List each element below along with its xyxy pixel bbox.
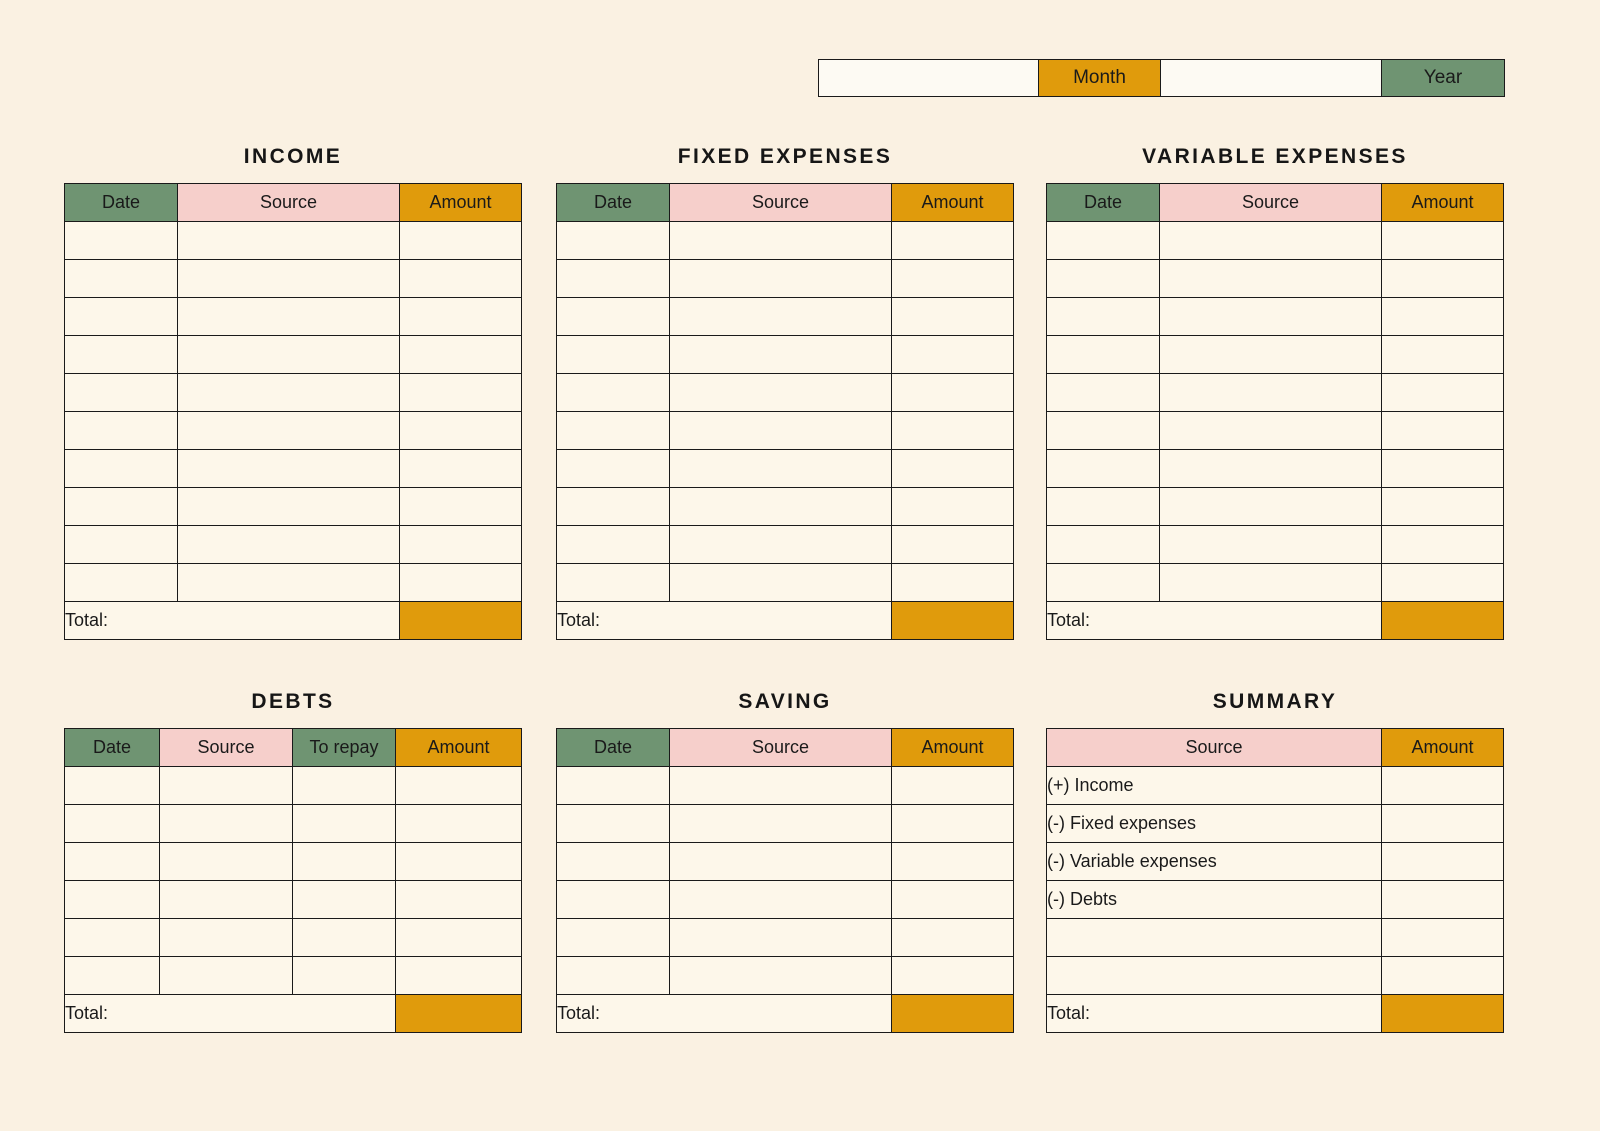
income-cell-date[interactable] — [65, 450, 178, 488]
table-row — [1047, 488, 1504, 526]
income-cell-amount[interactable] — [400, 260, 522, 298]
income-header-source: Source — [178, 184, 400, 222]
variable-cell-date[interactable] — [1047, 412, 1160, 450]
variable-total-value[interactable] — [1382, 602, 1504, 640]
saving-cell-date[interactable] — [557, 843, 670, 881]
income-cell-source[interactable] — [178, 222, 400, 260]
variable-cell-source[interactable] — [1160, 412, 1382, 450]
fixed-cell-date[interactable] — [557, 450, 670, 488]
table-header-row — [1047, 729, 1504, 767]
table-row — [557, 450, 1014, 488]
income-cell-source[interactable] — [178, 488, 400, 526]
table-row — [1047, 843, 1504, 881]
fixed-cell-date[interactable] — [557, 412, 670, 450]
total-row — [557, 995, 1014, 1033]
income-cell-source[interactable] — [178, 564, 400, 602]
variable-cell-amount[interactable] — [1382, 298, 1504, 336]
income-cell-amount[interactable] — [400, 222, 522, 260]
table-row — [557, 767, 1014, 805]
summary-title: SUMMARY — [1212, 690, 1338, 713]
variable-cell-date[interactable] — [1047, 336, 1160, 374]
variable-cell-date[interactable] — [1047, 450, 1160, 488]
month-value-field[interactable] — [819, 60, 1039, 96]
saving-cell-date[interactable] — [557, 767, 670, 805]
year-value-field[interactable] — [1161, 60, 1382, 96]
fixed-header-amount: Amount — [892, 184, 1014, 222]
table-row — [557, 298, 1014, 336]
saving-header-amount: Amount — [892, 729, 1014, 767]
saving-cell-amount[interactable] — [892, 767, 1014, 805]
debts-header-source: Source — [160, 729, 293, 767]
summary-item-label[interactable] — [1047, 919, 1382, 957]
variable-cell-date[interactable] — [1047, 564, 1160, 602]
income-cell-amount[interactable] — [400, 298, 522, 336]
saving-block — [556, 690, 1014, 1033]
table-row — [557, 222, 1014, 260]
table-row — [557, 919, 1014, 957]
debts-cell-amount[interactable] — [396, 881, 522, 919]
fixed-cell-source[interactable] — [670, 336, 892, 374]
table-row — [65, 881, 522, 919]
variable-header-date: Date — [1047, 184, 1160, 222]
table-row — [65, 805, 522, 843]
debts-cell-to-repay[interactable] — [293, 767, 396, 805]
table-row — [1047, 222, 1504, 260]
debts-cell-date[interactable] — [65, 957, 160, 995]
table-row — [557, 843, 1014, 881]
saving-cell-date[interactable] — [557, 881, 670, 919]
table-row — [557, 412, 1014, 450]
debts-header-amount: Amount — [396, 729, 522, 767]
fixed-header-source: Source — [670, 184, 892, 222]
fixed-cell-amount[interactable] — [892, 260, 1014, 298]
table-row — [65, 412, 522, 450]
table-header-row — [557, 184, 1014, 222]
fixed-cell-source[interactable] — [670, 564, 892, 602]
income-title: INCOME — [243, 145, 343, 168]
variable-cell-amount[interactable] — [1382, 526, 1504, 564]
table-row — [1047, 564, 1504, 602]
total-row — [65, 995, 522, 1033]
income-cell-source[interactable] — [178, 526, 400, 564]
saving-cell-date[interactable] — [557, 957, 670, 995]
table-row — [557, 336, 1014, 374]
fixed-cell-amount[interactable] — [892, 412, 1014, 450]
saving-cell-amount[interactable] — [892, 805, 1014, 843]
variable-expenses-title: VARIABLE EXPENSES — [1142, 145, 1408, 168]
fixed-cell-amount[interactable] — [892, 488, 1014, 526]
variable-cell-source[interactable] — [1160, 488, 1382, 526]
table-row — [65, 564, 522, 602]
debts-cell-amount[interactable] — [396, 919, 522, 957]
variable-cell-source[interactable] — [1160, 374, 1382, 412]
table-header-row — [1047, 184, 1504, 222]
variable-cell-source[interactable] — [1160, 450, 1382, 488]
fixed-cell-date[interactable] — [557, 488, 670, 526]
table-row — [65, 957, 522, 995]
saving-cell-source[interactable] — [670, 957, 892, 995]
table-row — [557, 805, 1014, 843]
income-cell-date[interactable] — [65, 412, 178, 450]
saving-table — [556, 728, 1014, 1033]
fixed-expenses-title: FIXED EXPENSES — [677, 145, 893, 168]
income-cell-source[interactable] — [178, 412, 400, 450]
debts-block — [64, 690, 522, 1033]
income-cell-date[interactable] — [65, 488, 178, 526]
table-row — [1047, 412, 1504, 450]
summary-item-amount[interactable] — [1382, 843, 1504, 881]
table-row — [557, 526, 1014, 564]
variable-cell-amount[interactable] — [1382, 222, 1504, 260]
debts-cell-to-repay[interactable] — [293, 919, 396, 957]
summary-item-label: (-) Variable expenses — [1047, 843, 1382, 881]
debts-cell-to-repay[interactable] — [293, 805, 396, 843]
income-cell-date[interactable] — [65, 526, 178, 564]
table-row — [557, 957, 1014, 995]
fixed-cell-date[interactable] — [557, 564, 670, 602]
income-cell-source[interactable] — [178, 450, 400, 488]
table-row — [65, 488, 522, 526]
table-row — [1047, 767, 1504, 805]
fixed-expenses-table — [556, 183, 1014, 640]
income-cell-amount[interactable] — [400, 564, 522, 602]
variable-cell-source[interactable] — [1160, 298, 1382, 336]
income-cell-amount[interactable] — [400, 412, 522, 450]
fixed-cell-source[interactable] — [670, 450, 892, 488]
income-total-value[interactable] — [400, 602, 522, 640]
table-header-row — [65, 184, 522, 222]
table-row — [1047, 260, 1504, 298]
month-year-header — [818, 59, 1505, 97]
fixed-cell-amount[interactable] — [892, 222, 1014, 260]
income-cell-amount[interactable] — [400, 336, 522, 374]
fixed-cell-source[interactable] — [670, 298, 892, 336]
variable-expenses-table — [1046, 183, 1504, 640]
income-cell-date[interactable] — [65, 260, 178, 298]
table-row — [557, 260, 1014, 298]
debts-table — [64, 728, 522, 1033]
variable-cell-amount[interactable] — [1382, 260, 1504, 298]
variable-cell-date[interactable] — [1047, 298, 1160, 336]
variable-cell-amount[interactable] — [1382, 450, 1504, 488]
debts-header-date: Date — [65, 729, 160, 767]
saving-cell-amount[interactable] — [892, 957, 1014, 995]
income-cell-source[interactable] — [178, 298, 400, 336]
table-row — [1047, 957, 1504, 995]
table-row — [1047, 881, 1504, 919]
income-cell-date[interactable] — [65, 222, 178, 260]
variable-expenses-block — [1046, 145, 1504, 640]
summary-item-amount[interactable] — [1382, 957, 1504, 995]
fixed-header-date: Date — [557, 184, 670, 222]
table-row — [1047, 919, 1504, 957]
summary-item-label: (-) Debts — [1047, 881, 1382, 919]
income-cell-date[interactable] — [65, 374, 178, 412]
income-cell-date[interactable] — [65, 336, 178, 374]
debts-cell-source[interactable] — [160, 919, 293, 957]
variable-cell-source[interactable] — [1160, 336, 1382, 374]
variable-cell-amount[interactable] — [1382, 564, 1504, 602]
debts-cell-to-repay[interactable] — [293, 843, 396, 881]
fixed-cell-date[interactable] — [557, 336, 670, 374]
fixed-cell-source[interactable] — [670, 260, 892, 298]
fixed-cell-date[interactable] — [557, 526, 670, 564]
fixed-cell-date[interactable] — [557, 298, 670, 336]
fixed-cell-amount[interactable] — [892, 526, 1014, 564]
total-row — [1047, 602, 1504, 640]
income-block — [64, 145, 522, 640]
table-row — [65, 843, 522, 881]
table-row — [65, 450, 522, 488]
table-header-row — [557, 729, 1014, 767]
saving-cell-source[interactable] — [670, 919, 892, 957]
income-cell-date[interactable] — [65, 298, 178, 336]
income-header-amount: Amount — [400, 184, 522, 222]
debts-cell-amount[interactable] — [396, 957, 522, 995]
debts-cell-amount[interactable] — [396, 805, 522, 843]
income-cell-amount[interactable] — [400, 374, 522, 412]
table-row — [1047, 374, 1504, 412]
saving-cell-source[interactable] — [670, 843, 892, 881]
variable-total-label: Total: — [1047, 602, 1382, 640]
saving-total-value[interactable] — [892, 995, 1014, 1033]
summary-item-amount[interactable] — [1382, 805, 1504, 843]
debts-cell-to-repay[interactable] — [293, 957, 396, 995]
saving-header-source: Source — [670, 729, 892, 767]
table-row — [557, 488, 1014, 526]
income-cell-source[interactable] — [178, 260, 400, 298]
summary-item-amount[interactable] — [1382, 881, 1504, 919]
summary-table — [1046, 728, 1504, 1033]
debts-cell-source[interactable] — [160, 843, 293, 881]
income-cell-date[interactable] — [65, 564, 178, 602]
debts-cell-amount[interactable] — [396, 767, 522, 805]
variable-header-source: Source — [1160, 184, 1382, 222]
fixed-total-label: Total: — [557, 602, 892, 640]
saving-cell-source[interactable] — [670, 881, 892, 919]
saving-total-label: Total: — [557, 995, 892, 1033]
debts-cell-source[interactable] — [160, 881, 293, 919]
table-header-row — [65, 729, 522, 767]
fixed-total-value[interactable] — [892, 602, 1014, 640]
variable-cell-date[interactable] — [1047, 222, 1160, 260]
summary-total-label: Total: — [1047, 995, 1382, 1033]
saving-header-date: Date — [557, 729, 670, 767]
table-row — [65, 374, 522, 412]
debts-cell-date[interactable] — [65, 767, 160, 805]
table-row — [557, 881, 1014, 919]
summary-block — [1046, 690, 1504, 1033]
fixed-cell-amount[interactable] — [892, 374, 1014, 412]
variable-cell-date[interactable] — [1047, 526, 1160, 564]
table-row — [1047, 450, 1504, 488]
fixed-cell-amount[interactable] — [892, 336, 1014, 374]
fixed-cell-source[interactable] — [670, 374, 892, 412]
table-row — [65, 298, 522, 336]
table-row — [557, 564, 1014, 602]
fixed-cell-date[interactable] — [557, 260, 670, 298]
year-label: Year — [1382, 60, 1504, 96]
variable-cell-amount[interactable] — [1382, 336, 1504, 374]
summary-header-source: Source — [1047, 729, 1382, 767]
summary-item-label: (+) Income — [1047, 767, 1382, 805]
fixed-cell-source[interactable] — [670, 488, 892, 526]
variable-cell-source[interactable] — [1160, 564, 1382, 602]
fixed-cell-date[interactable] — [557, 374, 670, 412]
table-row — [1047, 805, 1504, 843]
table-row — [557, 374, 1014, 412]
saving-cell-date[interactable] — [557, 805, 670, 843]
table-row — [1047, 526, 1504, 564]
income-cell-amount[interactable] — [400, 526, 522, 564]
table-row — [65, 260, 522, 298]
debts-cell-date[interactable] — [65, 919, 160, 957]
summary-header-amount: Amount — [1382, 729, 1504, 767]
variable-header-amount: Amount — [1382, 184, 1504, 222]
month-label: Month — [1039, 60, 1161, 96]
income-cell-amount[interactable] — [400, 488, 522, 526]
debts-cell-source[interactable] — [160, 805, 293, 843]
income-cell-source[interactable] — [178, 374, 400, 412]
table-row — [65, 222, 522, 260]
saving-cell-amount[interactable] — [892, 881, 1014, 919]
saving-cell-amount[interactable] — [892, 843, 1014, 881]
debts-cell-source[interactable] — [160, 957, 293, 995]
debts-cell-date[interactable] — [65, 805, 160, 843]
fixed-expenses-block — [556, 145, 1014, 640]
variable-cell-amount[interactable] — [1382, 374, 1504, 412]
fixed-cell-source[interactable] — [670, 412, 892, 450]
debts-total-value[interactable] — [396, 995, 522, 1033]
table-row — [65, 919, 522, 957]
fixed-cell-amount[interactable] — [892, 298, 1014, 336]
total-row — [1047, 995, 1504, 1033]
table-row — [65, 336, 522, 374]
variable-cell-date[interactable] — [1047, 488, 1160, 526]
fixed-cell-amount[interactable] — [892, 564, 1014, 602]
table-row — [1047, 336, 1504, 374]
saving-cell-source[interactable] — [670, 805, 892, 843]
summary-item-label: (-) Fixed expenses — [1047, 805, 1382, 843]
debts-cell-date[interactable] — [65, 843, 160, 881]
fixed-cell-source[interactable] — [670, 526, 892, 564]
variable-cell-date[interactable] — [1047, 260, 1160, 298]
total-row — [65, 602, 522, 640]
variable-cell-date[interactable] — [1047, 374, 1160, 412]
variable-cell-amount[interactable] — [1382, 412, 1504, 450]
debts-cell-source[interactable] — [160, 767, 293, 805]
saving-cell-source[interactable] — [670, 767, 892, 805]
fixed-cell-date[interactable] — [557, 222, 670, 260]
summary-item-amount[interactable] — [1382, 919, 1504, 957]
debts-header-to-repay: To repay — [293, 729, 396, 767]
debts-cell-amount[interactable] — [396, 843, 522, 881]
table-row — [65, 767, 522, 805]
saving-cell-date[interactable] — [557, 919, 670, 957]
summary-item-amount[interactable] — [1382, 767, 1504, 805]
debts-title: DEBTS — [251, 690, 335, 713]
saving-title: SAVING — [738, 690, 832, 713]
saving-cell-amount[interactable] — [892, 919, 1014, 957]
table-row — [1047, 298, 1504, 336]
fixed-cell-amount[interactable] — [892, 450, 1014, 488]
debts-total-label: Total: — [65, 995, 396, 1033]
income-cell-source[interactable] — [178, 336, 400, 374]
variable-cell-source[interactable] — [1160, 222, 1382, 260]
table-row — [65, 526, 522, 564]
fixed-cell-source[interactable] — [670, 222, 892, 260]
summary-item-label[interactable] — [1047, 957, 1382, 995]
income-total-label: Total: — [65, 602, 400, 640]
income-header-date: Date — [65, 184, 178, 222]
income-table — [64, 183, 522, 640]
variable-cell-source[interactable] — [1160, 260, 1382, 298]
total-row — [557, 602, 1014, 640]
debts-cell-date[interactable] — [65, 881, 160, 919]
variable-cell-amount[interactable] — [1382, 488, 1504, 526]
debts-cell-to-repay[interactable] — [293, 881, 396, 919]
variable-cell-source[interactable] — [1160, 526, 1382, 564]
summary-total-value[interactable] — [1382, 995, 1504, 1033]
income-cell-amount[interactable] — [400, 450, 522, 488]
